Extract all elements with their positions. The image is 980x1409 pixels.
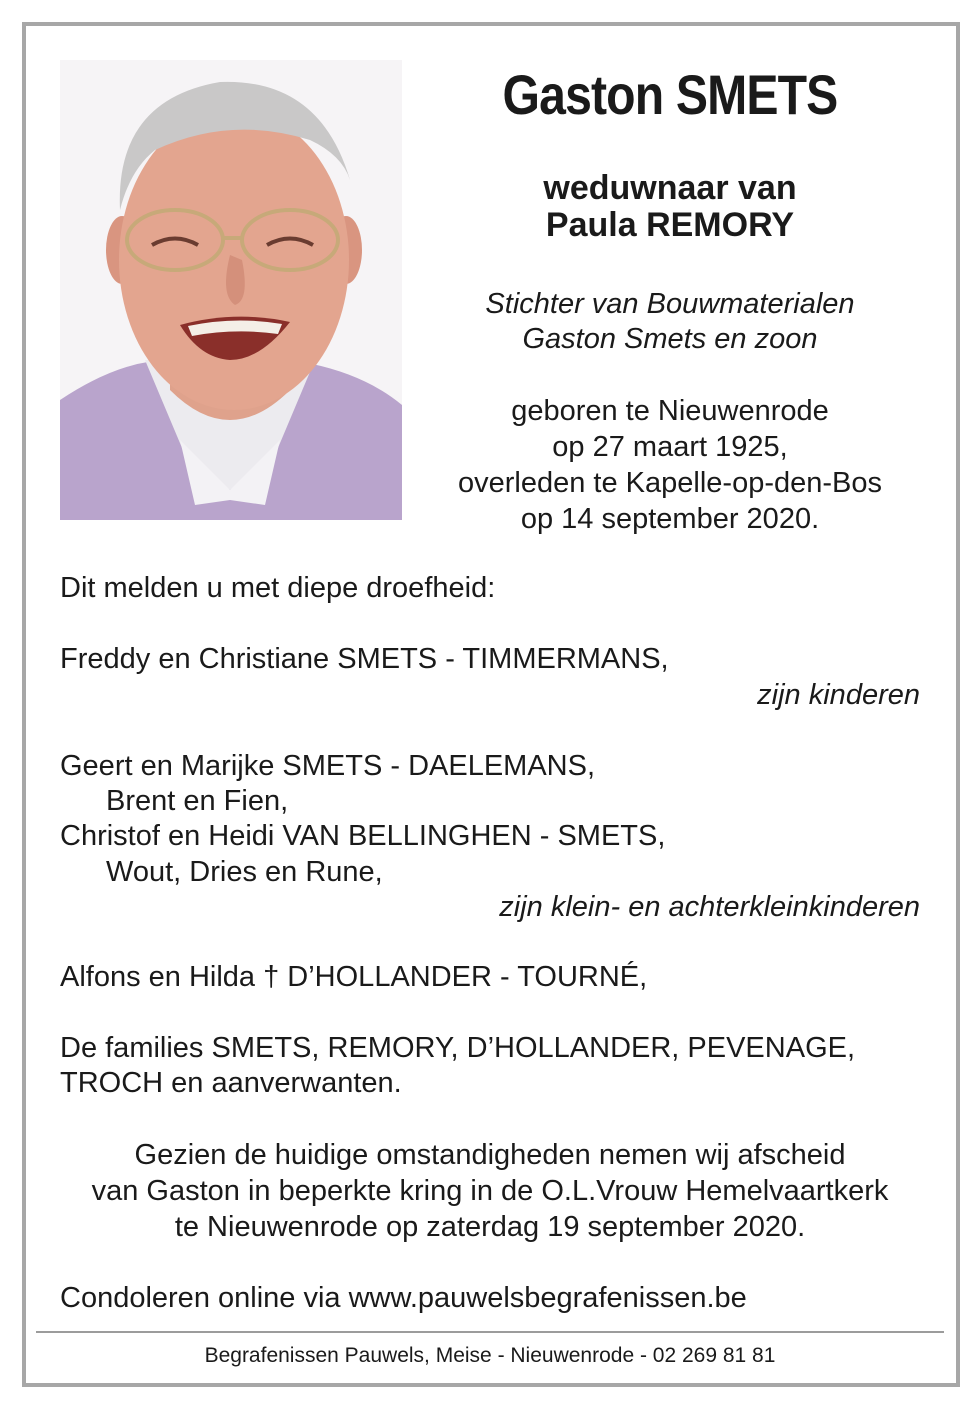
grandchildren-family-2: Christof en Heidi VAN BELLINGHEN - SMETS,: [60, 820, 666, 852]
intro-text: Dit melden u met diepe droefheid:: [60, 572, 496, 604]
portrait-photo: [60, 60, 402, 520]
footer-divider: [36, 1331, 944, 1333]
birth-place: geboren te Nieuwenrode: [511, 395, 829, 427]
families-line-2: TROCH en aanverwanten.: [60, 1067, 402, 1099]
widower-of-label: weduwnaar van: [543, 169, 797, 207]
birth-death-info: [420, 393, 920, 537]
great-grandchildren-2: Wout, Dries en Rune,: [106, 856, 383, 888]
founder-note: [420, 287, 920, 357]
condolences-link: Condoleren online via www.pauwelsbegrafenissen.be: [60, 1282, 747, 1314]
spouse-name: Paula REMORY: [545, 206, 795, 244]
children-names: Freddy en Christiane SMETS - TIMMERMANS,: [60, 643, 669, 675]
ceremony-notice-3: te Nieuwenrode op zaterdag 19 september 2020.: [174, 1211, 806, 1243]
great-grandchildren-1: Brent en Fien,: [106, 785, 289, 817]
ceremony-notice-2: van Gaston in beperkte kring in de O.L.Vrouw Hemelvaartkerk: [91, 1175, 889, 1207]
deceased-name: Gaston SMETS: [502, 63, 838, 126]
founder-line-2: Gaston Smets en zoon: [522, 323, 818, 355]
families-line-1: De families SMETS, REMORY, D’HOLLANDER, PEVENAGE,: [60, 1032, 856, 1064]
ceremony-notice-1: Gezien de huidige omstandigheden nemen wij afscheid: [134, 1139, 846, 1171]
death-date: op 14 september 2020.: [520, 503, 820, 535]
funeral-home-footer: Begrafenissen Pauwels, Meise - Nieuwenrode - 02 269 81 81: [204, 1344, 776, 1367]
children-label: zijn kinderen: [757, 679, 920, 711]
in-laws: Alfons en Hilda † D’HOLLANDER - TOURNÉ,: [60, 961, 648, 993]
grandchildren-label: zijn klein- en achterkleinkinderen: [499, 891, 920, 923]
death-place: overleden te Kapelle-op-den-Bos: [458, 467, 882, 499]
birth-date: op 27 maart 1925,: [552, 431, 788, 463]
founder-line-1: Stichter van Bouwmaterialen: [485, 288, 855, 320]
widower-of: [420, 170, 920, 244]
grandchildren-family-1: Geert en Marijke SMETS - DAELEMANS,: [60, 750, 596, 782]
